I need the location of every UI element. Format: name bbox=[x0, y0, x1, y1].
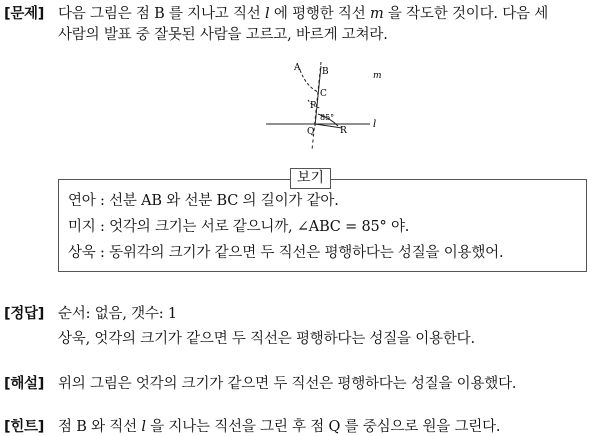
arc-a bbox=[300, 70, 318, 92]
answer-line-1: 순서: 없음, 갯수: 1 bbox=[58, 306, 177, 322]
problem-text-line-1: 다음 그림은 점 B 를 지나고 직선 l 에 평행한 직선 m 을 작도한 것이다. 다음 세 bbox=[58, 6, 549, 22]
bogi-item-2: 미지 : 엇각의 크기는 서로 같으니까, ∠ABC = 85° 야. bbox=[68, 219, 410, 235]
problem-text-line-2: 사람의 발표 중 잘못된 사람을 고르고, 바르게 고쳐라. bbox=[58, 27, 388, 43]
problem-tag: [문제] bbox=[4, 6, 45, 22]
label-r: R bbox=[340, 126, 347, 136]
label-l: l bbox=[373, 119, 377, 130]
label-b: B bbox=[322, 67, 329, 77]
construction-figure bbox=[260, 56, 390, 152]
hint-text: 점 B 와 직선 l 을 지나는 직선을 그린 후 점 Q 를 중심으로 원을 그린다. bbox=[58, 419, 501, 435]
label-p: P bbox=[310, 101, 317, 111]
label-angle: 85° bbox=[320, 113, 335, 122]
label-m: m bbox=[373, 71, 382, 81]
explanation-text: 위의 그림은 엇각의 크기가 같으면 두 직선은 평행하다는 성질을 이용했다. bbox=[58, 376, 517, 392]
answer-tag: [정답] bbox=[4, 306, 45, 322]
label-c: C bbox=[320, 89, 327, 99]
bogi-item-1: 연아 : 선분 AB 와 선분 BC 의 길이가 같아. bbox=[68, 193, 339, 209]
hint-tag: [힌트] bbox=[4, 419, 45, 435]
bogi-title: 보기 bbox=[290, 168, 331, 189]
label-q: Q bbox=[307, 127, 315, 137]
answer-line-2: 상욱, 엇각의 크기가 같으면 두 직선은 평행하다는 성질을 이용한다. bbox=[58, 331, 475, 347]
label-a: A bbox=[294, 63, 301, 73]
explanation-tag: [해설] bbox=[4, 376, 45, 392]
bogi-item-3: 상욱 : 동위각의 크기가 같으면 두 직선은 평행하다는 성질을 이용했어. bbox=[68, 245, 504, 261]
